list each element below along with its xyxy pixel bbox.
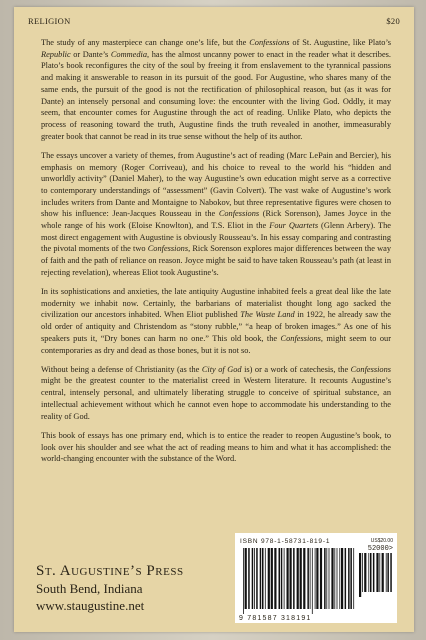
barcode-bar — [364, 553, 366, 592]
barcode-price-code: 52000> — [367, 545, 393, 553]
barcode-bar — [252, 548, 254, 609]
barcode-bar — [359, 553, 361, 597]
barcode-bar — [339, 548, 340, 609]
barcode-bar — [337, 548, 338, 609]
book-back-cover — [14, 7, 414, 632]
barcode-bar — [256, 548, 258, 609]
blurb-paragraph — [41, 37, 391, 142]
barcode-sticker — [235, 533, 397, 623]
italic-title-text: Confessions — [350, 364, 391, 374]
barcode-bar — [370, 553, 372, 592]
barcode-digits: 9 781587 318191 — [239, 615, 312, 622]
barcode-bar — [316, 548, 318, 609]
blurb-paragraph — [41, 430, 391, 465]
paragraph-text: , has the almost uncanny power to enact in the reader what it describes. Plato’s book reconfigures the city of the soul by freeing it from enslavement to the tyrannical passions and making it answerable to reason in its pursuit of the good. For Augustine, who shares many of the same ends, the pursuit of the good is not the rectification of philosophical reason, but (as it was for Dante) an intensely personal and consuming love: the encounter with the living God. Oddly, it may seem, that encounter comes for Augustine through the act of reading. Unlike Plato, who depicts the process of reasoning toward the truth, Augustine finds the truth revealed in another, immeasurably greater book that cannot be read in its true sense without the help of its author. — [41, 49, 391, 141]
barcode-bar — [279, 548, 281, 609]
price-label: $20 — [386, 16, 400, 26]
barcode-bar — [262, 548, 264, 609]
italic-title-text: Confessions — [147, 244, 189, 254]
barcode-bar — [345, 548, 347, 609]
barcode-bar — [331, 548, 333, 609]
paragraph-text: This book of essays has one primary end, which is to entice the reader to reopen Augustine’s book, to look over his shoulder and see what the act of reading means to him and what it has accomplished: the world-changing encounter with the substance of the Word. — [41, 430, 391, 464]
barcode-bar — [260, 548, 262, 609]
italic-title-text: Commedia — [110, 49, 148, 59]
barcode-bar — [387, 553, 389, 592]
paragraph-text: The study of any masterpiece can change one’s life, but the — [41, 38, 250, 47]
barcode-bar — [287, 548, 289, 609]
paragraph-text: (Glenn Arbery). The most direct engagement with Augustine is obviously Rousseau’s. In his essay comparing and contrasting the pivotal moments of the two — [41, 221, 391, 254]
barcode-bar — [265, 548, 266, 609]
barcode-bar — [386, 553, 387, 592]
isbn-label: ISBN 978-1-58731-819-1 — [240, 538, 331, 545]
barcode-bar — [320, 548, 322, 609]
barcode-bar — [281, 548, 283, 609]
barcode-bar — [362, 553, 363, 592]
paragraph-text: or Dante’s — [70, 49, 111, 59]
barcode-bar — [254, 548, 255, 609]
publisher-website: www.staugustine.net — [36, 598, 145, 613]
barcode-bar — [243, 548, 244, 614]
barcode-bar — [329, 548, 330, 609]
barcode-bar — [274, 548, 276, 609]
barcode-bar — [245, 548, 247, 609]
category-label: RELIGION — [28, 16, 71, 26]
barcode-bar — [300, 548, 302, 609]
paragraph-text: might be the greatest counter to the materialist creed in Western literature. It recounts Augustine’s central, intensely personal, and ultimately liberating struggle to conceive of spiritual substance, an intellectual achievement without which he cannot even hope to accommodate his understanding to the reality of God. — [41, 376, 391, 421]
paragraph-text: of St. Augustine, like Plato’s — [289, 38, 392, 47]
publisher-city: South Bend, Indiana — [36, 581, 143, 596]
paragraph-text: (Rick Sorenson), James Joyce in the whole range of his work (Eloise Knowlton), and T.S. Eliot in the — [41, 209, 392, 231]
blurb-paragraph — [41, 150, 391, 279]
paragraph-text: , Rick Sorenson explores major differences between the way of faith and the path of reliance on reason. Joyce might be said to have taken Rousseau’s path (at least in rejecting revelation), whereas Eliot took Augustine’s. — [41, 244, 391, 277]
italic-title-text: The Waste Land — [240, 310, 295, 320]
price-barcode — [359, 553, 393, 597]
barcode-bar — [368, 553, 369, 592]
paragraph-text: The essays uncover a variety of themes, from Augustine’s act of reading (Marc LePain and Bercier), his emphasis on memory (Roger Corriveau), and his choice to reveal to the world his “hidden and unworldly activity” (Daniel Maher), to the way Augustine’s own education might serve as a corrective to contemporary understandings of “assessment” (Gavin Colvert). The vast wake of Augustine’s work includes writers from Dante and Montaigne to Nabokov, but three representative figures were chosen to show his influence: Jean-Jacques Rousseau in the — [41, 150, 391, 219]
barcode-price-small: US$20.00 — [370, 538, 393, 544]
paragraph-text: , might seem to our contemporaries as dry and dead as those bones, but it is not so. — [41, 333, 391, 355]
paragraph-text: is) or a work of catechesis, the — [241, 364, 351, 374]
barcode-bar — [334, 548, 335, 609]
barcode-bar — [293, 548, 295, 609]
barcode-bar — [326, 548, 327, 609]
barcode-bar — [303, 548, 305, 609]
barcode-bar — [324, 548, 326, 609]
isbn-barcode — [243, 548, 355, 614]
italic-title-text: Confessions — [280, 333, 321, 343]
barcode-bar — [290, 548, 292, 609]
barcode-bar — [284, 548, 285, 609]
italic-title-text: Confessions — [249, 38, 290, 47]
barcode-bar — [379, 553, 380, 592]
barcode-bar — [248, 548, 250, 609]
barcode-bar — [341, 548, 343, 609]
italic-title-text: City of God — [201, 364, 242, 374]
barcode-bar — [350, 548, 352, 609]
barcode-bar — [353, 548, 354, 609]
italic-title-text: Confessions — [218, 209, 260, 219]
barcode-bar — [390, 553, 392, 592]
blurb-paragraph — [41, 364, 391, 423]
barcode-bar — [382, 553, 384, 592]
paragraph-text: In its sophistications and anxieties, the late antiquity Augustine inhabited feels a great deal like the late modernity we inhabit now. Certainly, the barbarians of materialist thought long ago sacked the civilization our ancestors inhabited. When Eliot published — [41, 287, 391, 320]
barcode-bar — [312, 548, 313, 614]
barcode-bar — [307, 548, 309, 609]
publisher-block — [36, 562, 184, 614]
paragraph-text: Without being a defense of Christianity (as the — [41, 364, 202, 374]
barcode-bar — [271, 548, 273, 609]
barcode-bar — [310, 548, 311, 609]
cover-header — [28, 16, 400, 26]
blurb-text — [41, 37, 391, 472]
publisher-name: St. Augustine’s Press — [36, 563, 184, 579]
barcode-bar — [376, 553, 378, 592]
paragraph-text: in 1922, he already saw the old order of antiquity and Christendom as “stony rubble,” “a heap of broken images.” As one of his speakers puts it, “Dry bones can harm no one.” This old book, the — [41, 310, 391, 343]
barcode-bar — [373, 553, 375, 592]
barcode-bar — [297, 548, 299, 609]
italic-title-text: Republic — [41, 49, 71, 59]
blurb-paragraph — [41, 286, 391, 356]
barcode-bar — [315, 548, 316, 609]
barcode-bar — [348, 548, 350, 609]
italic-title-text: Four Quartets — [269, 221, 319, 231]
barcode-bar — [268, 548, 270, 609]
